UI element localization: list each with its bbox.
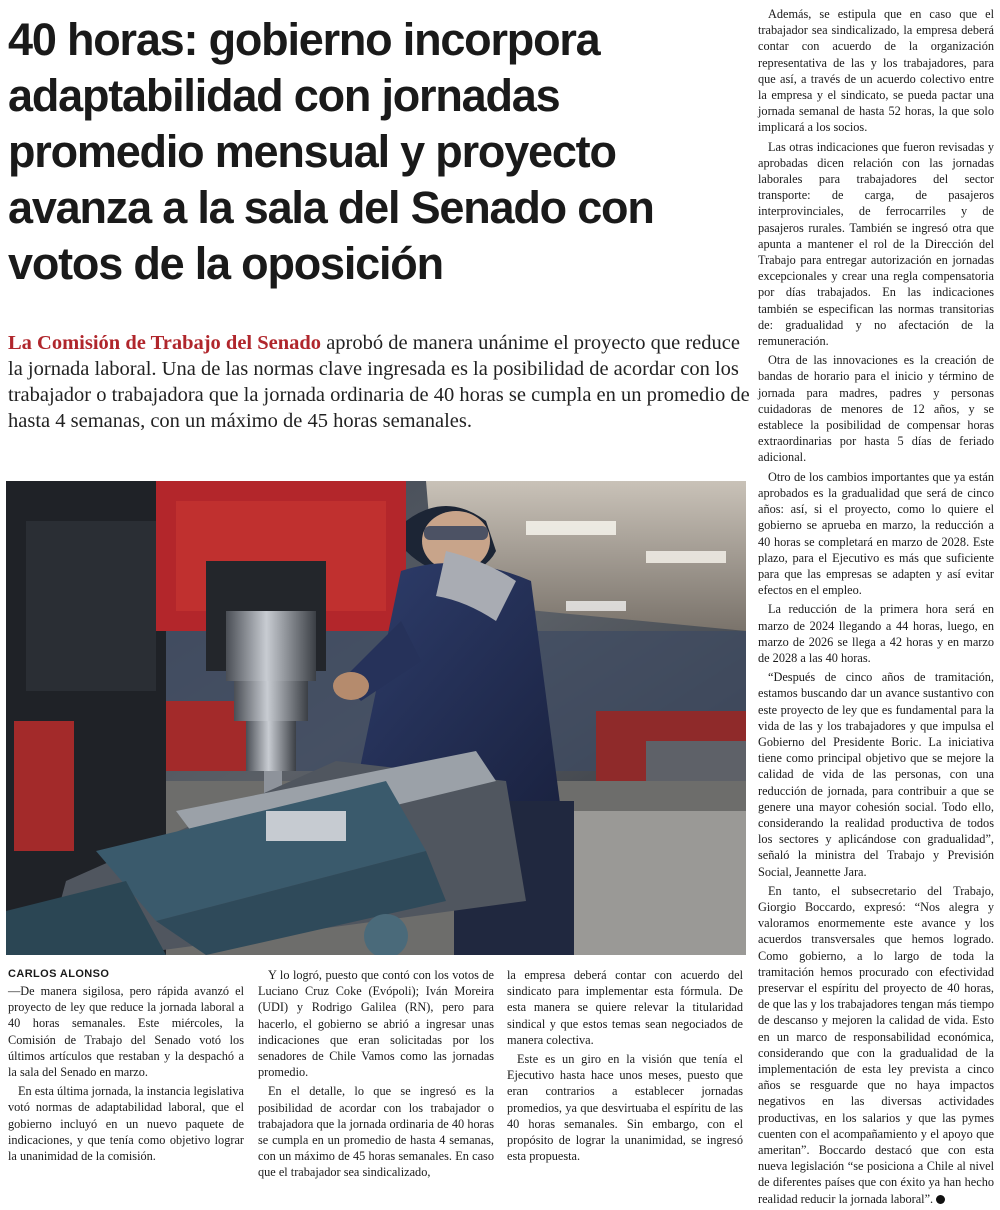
paragraph: —De manera sigilosa, pero rápida avanzó el proyecto de ley que reduce la jornada laboral a 40 horas semanales. Este miércoles, la Comisión de Trabajo del Senado votó los últimos artículos que restaban y la despachó a la sala del Senado en marzo.	[8, 984, 244, 1080]
paragraph-text: En tanto, el subsecretario del Trabajo, Giorgio Boccardo, expresó: “Nos alegra y valoramos enormemente este avance y los acuerdos transversales que hemos logrado. Como gobierno, a lo largo de toda la tramitación hemos procurado con efectividad preservar el espíritu del proyecto de 40 horas, de que las y los trabajadores tengan más tiempo de descanso y mejoren la calidad de vida. Esto en un marco de responsabilidad económica, considerando que con la gradualidad de la implementación de esta ley prevista a cinco años se resguarde que no haya impactos negativos en las diversas actividades productivas, en los salarios y que las pymes cuenten con el acompañamiento y el apoyo que ameritan”. Boccardo destacó que con esta nueva legislación “se posiciona a Chile al nivel de diferentes países que con éxito ya han hecho realidad reducir la jornada laboral”.	[758, 883, 994, 1206]
column-2	[258, 967, 494, 1184]
paragraph: Otra de las innovaciones es la creación de bandas de horario para el inicio y término de jornada para madres, padres y personas cuidadoras de menores de 12 años, y se establece la posibilidad de compensar horas extraordinarias por hasta 5 días de feriado adicional.	[758, 353, 994, 465]
headline: 40 horas: gobierno incorpora adaptabilidad con jornadas promedio mensual y proyecto avanza a la sala del Senado con votos de la oposición	[8, 14, 654, 289]
paragraph: Además, se estipula que en caso que el trabajador sea sindicalizado, la empresa deberá contar con acuerdo de la organización representativa de las y los trabajadores, para que así, a través de un acuerdo colectivo entre la empresa y el sindicato, se pueda pactar una jornada semanal de hasta 52 horas, la que solo implicará a los socios.	[758, 7, 994, 135]
lead-text: aprobó de manera unánime el proyecto que reduce la jornada laboral. Una de las normas clave ingresada es la posibilidad de acordar con los trabajador o trabajadora que la jornada ordinaria de 40 horas se cumpla en un promedio de hasta 4 semanas, con un máximo de 45 horas semanales.	[8, 332, 750, 432]
end-mark-icon	[936, 1195, 945, 1204]
paragraph: Y lo logró, puesto que contó con los votos de Luciano Cruz Coke (Evópoli); Iván Moreira (UDI) y Rodrigo Galilea (RN), pero para hacerlo, el gobierno se abrió a ingresar unas indicaciones que eran solicitadas por los senadores de Chile Vamos como las jornadas promedio.	[258, 968, 494, 1080]
column-4	[758, 6, 994, 1210]
lead-highlight: La Comisión de Trabajo del Senado	[8, 332, 322, 354]
column-1	[8, 967, 244, 1167]
paragraph: la empresa deberá contar con acuerdo del sindicato para implementar esta fórmula. De esta manera se quiere relevar la titularidad sindical y que estos temas sean negociados de manera colectiva.	[507, 968, 743, 1047]
paragraph: Las otras indicaciones que fueron revisadas y aprobadas dicen relación con las jornadas laborales para trabajadores del sector transporte: de carga, de pasajeros interprovinciales, de ferrocarriles y de pasajeros rurales. También se ingresó otra que apunta a mantener el rol de la Dirección del Trabajo para entregar autorización en jornadas excepcionales y crear una regla compensatoria por días trabajados. En las indicaciones también se especifican las normas transitorias de: gradualidad y no afectación de la remuneración.	[758, 139, 994, 349]
paragraph: Este es un giro en la visión que tenía el Ejecutivo hasta hace unos meses, puesto que eran contrarios a establecer jornadas promedios, ya que desvirtuaba el espíritu de las 40 horas semanales. Sin embargo, con el propósito de lograr la unanimidad, se ingresó esta propuesta.	[507, 1052, 743, 1164]
lead-paragraph	[8, 330, 750, 434]
paragraph: En esta última jornada, la instancia legislativa votó normas de adaptabilidad laboral, que el gobierno incluyó en un nuevo paquete de indicaciones, y que tenía como objetivo lograr la unanimidad de la comisión.	[8, 1084, 244, 1164]
paragraph: “Después de cinco años de tramitación, estamos buscando dar un avance sustantivo con este proyecto de ley que es fundamental para la vida de las y los trabajadores y que impulsa el Gobierno del Presidente Boric. La iniciativa tiene como principal objetivo que se mejore la calidad de vida de las personas, con una reducción de jornada, para contribuir a que se genere una mayor cohesión social. Todo ello, considerando la realidad productiva de todos los sectores y aplicándose con gradualidad”, señaló la ministra del Trabajo y Previsión Social, Jeannette Jara.	[758, 670, 994, 879]
paragraph: La reducción de la primera hora será en marzo de 2024 llegando a 44 horas, luego, en marzo de 2026 se llega a 42 horas y en marzo de 2028 a las 40 horas.	[758, 602, 994, 665]
byline: CARLOS ALONSO	[8, 968, 110, 980]
article-photo	[6, 481, 746, 955]
paragraph: Otro de los cambios importantes que ya están aprobados es la gradualidad que será de cinco años: así, si el proyecto, como lo quiere el gobierno se aprueba en marzo, la reducción a 40 horas se completará en marzo de 2028. Este plazo, para el Ejecutivo es más que suficiente para que las empresas se adapten y así evitar efectos en el empleo.	[758, 469, 994, 598]
column-3	[507, 967, 743, 1167]
paragraph: En el detalle, lo que se ingresó es la posibilidad de acordar con los trabajador o trabajadora que la jornada ordinaria de 40 horas se cumpla en un promedio de hasta 4 semanas, con un máximo de 45 horas semanales. En caso que el trabajador sea sindicalizado,	[258, 1084, 494, 1180]
worker-drill-press-illustration	[6, 481, 746, 955]
paragraph-last	[758, 883, 994, 1207]
